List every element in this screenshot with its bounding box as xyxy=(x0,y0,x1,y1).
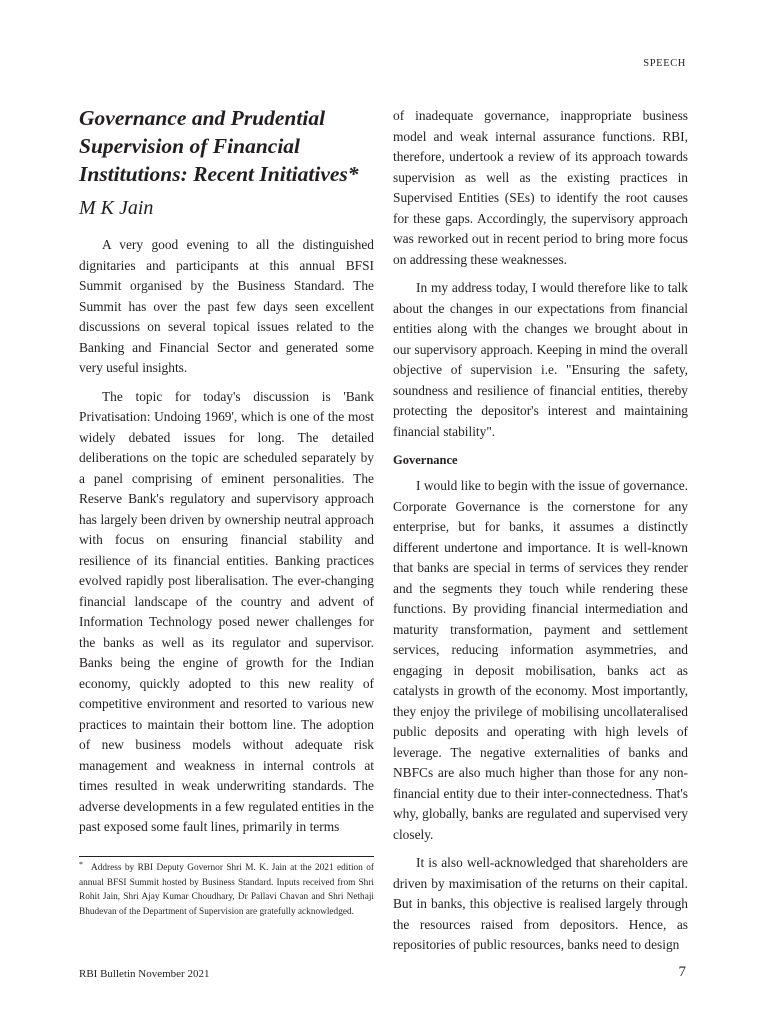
running-head-section: SPEECH xyxy=(643,58,686,69)
article-author: M K Jain xyxy=(79,197,154,219)
body-paragraph: I would like to begin with the issue of governance. Corporate Governance is the cornerstone for any enterprise, but for banks, it assumes a distinctly different undertone and importance. It is well-known that banks are special in terms of services they render and the segments they touch while rendering these functions. By providing financial intermediation and maturity transformation, payment and settlement services, reducing information asymmetries, and engaging in deposit mobilisation, banks act as catalysts in growth of the economy. Most importantly, they enjoy the privilege of mobilising uncollateralised public deposits and operating with high levels of leverage. The negative externalities of banks and NBFCs are also much higher than those for any non-financial entity due to their inter-connectedness. That's why, globally, banks are regulated and supervised very closely. xyxy=(393,478,688,842)
body-paragraph: It is also well-acknowledged that shareholders are driven by maximisation of the returns on their capital. But in banks, this objective is realised largely through the resources raised from depositors. Hence, as repositories of public resources, banks need to design xyxy=(393,855,688,952)
body-paragraph: In my address today, I would therefore like to talk about the changes in our expectations from financial entities along with the changes we brought about in our supervisory approach. Keeping in mind the overall objective of supervision i.e. "Ensuring the safety, soundness and resilience of financial entities, thereby protecting the depositor's interest and maintaining financial stability". xyxy=(393,280,688,439)
footer-publication: RBI Bulletin November 2021 xyxy=(79,968,210,980)
footnote-text: Address by RBI Deputy Governor Shri M. K. Jain at the 2021 edition of annual BFSI Summit hosted by Business Standard. Inputs received from Shri Rohit Jain, Shri Ajay Kumar Choudhary, Dr Pallavi Chavan and Shri Nethaji Bhudevan of the Department of Supervision are gratefully acknowledged. xyxy=(79,863,374,917)
body-paragraph: A very good evening to all the distinguished dignitaries and participants at this annual BFSI Summit organised by the Business Standard. The Summit has over the past few days seen excellent discussions on several topical issues related to the Banking and Financial Sector and generated some very useful insights. xyxy=(79,237,374,375)
footnote-divider xyxy=(79,856,374,857)
right-column xyxy=(393,106,688,956)
footnote xyxy=(79,861,374,919)
article-title: Governance and Prudential Supervision of Financial Institutions: Recent Initiatives* xyxy=(79,106,359,186)
body-paragraph: The topic for today's discussion is 'Bank Privatisation: Undoing 1969', which is one of the most widely debated issues for long. The detailed deliberations on the topic are scheduled separately by a panel comprising of eminent personalities. The Reserve Bank's regulatory and supervisory approach has largely been driven by ownership neutral approach with focus on ensuring financial stability and resilience of its financial entities. Banking practices evolved rapidly post liberalisation. The ever-changing financial landscape of the country and advent of Information Technology posed newer challenges for the banks as well as its regulator and supervisor. Banks being the engine of growth for the Indian economy, quickly adopted to this new reality of competitive environment and resorted to various new practices to maintain their bottom line. The adoption of new business models without adequate risk management and weakness in internal controls at times resulted in weak underwriting standards. The adverse developments in a few regulated entities in the past exposed some fault lines, primarily in terms xyxy=(79,388,374,834)
body-paragraph-continued: of inadequate governance, inappropriate business model and weak internal assurance functions. RBI, therefore, undertook a review of its approach towards supervision as well as the existing practices in Supervised Entities (SEs) to identify the root causes for these gaps. Accordingly, the supervisory approach was reworked out in recent period to bring more focus on addressing these weaknesses. xyxy=(393,108,688,267)
left-column xyxy=(79,104,374,838)
page-number: 7 xyxy=(678,964,686,980)
footnote-marker: * xyxy=(79,860,83,869)
section-heading-governance: Governance xyxy=(393,453,458,467)
